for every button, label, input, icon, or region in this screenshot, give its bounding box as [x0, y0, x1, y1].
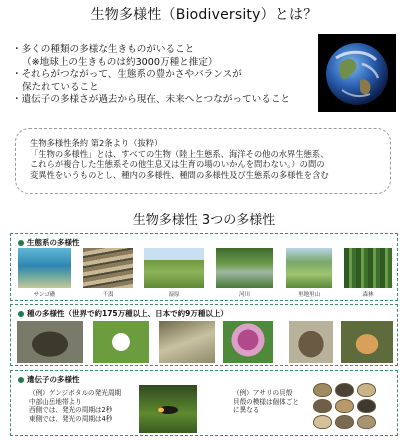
clam-shell [335, 399, 354, 413]
genetic-diversity-panel [10, 370, 398, 436]
clam-line-3: に異なる [233, 406, 260, 415]
firefly-line-1: （例）ゲンジボタルの発光周期 [29, 389, 122, 397]
clam-shell [313, 415, 332, 429]
caption-coral-reef: サンゴ礁 [33, 292, 56, 298]
section-subtitle: 生物多様性 3つの多様性 [132, 213, 276, 228]
firefly-line-4: 東側では、発光の周期は4秒 [29, 414, 113, 423]
convention-heading: 生物多様性条約 第2条より（抜粋） [30, 138, 163, 148]
clam-line-1: （例）アサリの貝殻 [233, 389, 293, 397]
page-title: 生物多様性（Biodiversity）とは？ [90, 7, 318, 23]
clam-line-2: 貝殻の模様は個体ごと [233, 397, 299, 406]
bullet-2-cont: 保たれていること [22, 81, 99, 93]
bullet-1-note: （※地球上の生きものは約3000万種と推定） [22, 56, 218, 68]
bullet-dot-icon [18, 240, 24, 246]
genetic-label [18, 374, 80, 385]
bullet-dot-icon [18, 377, 24, 383]
firefly-line-3: 西側では、発光の周期は2秒 [29, 406, 113, 415]
flower-photo [93, 321, 149, 363]
caption-satoyama: 里地里山 [297, 292, 320, 298]
satoyama-photo [286, 248, 332, 288]
firefly-example [29, 389, 121, 423]
clam-example [233, 389, 299, 415]
bullet-2: ・それらがつながって、生態系の豊かさやバランスが [12, 69, 242, 80]
river-photo [216, 248, 273, 288]
convention-line-3: 変異性をいうものとし、種内の多様性、種間の多様性及び生態系の多様性を含む [30, 169, 329, 180]
firefly-photo [139, 385, 197, 433]
tidal-flat-photo [83, 248, 133, 288]
firefly-icon [139, 385, 197, 433]
orchid-photo [223, 321, 273, 363]
ecosystem-label-text: 生態系の多様性 [27, 238, 80, 247]
firefly-line-2: 中部山岳地帯より [29, 397, 82, 406]
clam-shell [357, 415, 376, 429]
clam-shell [313, 383, 332, 397]
lizard-photo [159, 321, 215, 363]
clam-shell [357, 383, 376, 397]
bullet-1: ・多くの種類の多様な生きものがいること [12, 44, 195, 55]
caption-wetland: 湿原 [168, 292, 180, 298]
convention-line-2: これらが複合した生態系その他生息又は生育の場のいかんを問わない。）の間の [30, 159, 325, 170]
clam-shell [313, 399, 332, 413]
caption-forest: 森林 [362, 292, 374, 298]
turtle-photo [17, 321, 83, 363]
caption-tidal-flat: 干潟 [102, 292, 114, 298]
forest-photo [344, 248, 392, 288]
clam-shell [335, 415, 354, 429]
definition-bullets [12, 44, 332, 107]
clam-shell [357, 399, 376, 413]
bullet-dot-icon [18, 311, 24, 317]
ecosystem-diversity-panel [10, 233, 398, 301]
genetic-label-text: 遺伝子の多様性 [27, 375, 80, 384]
earth-globe-icon [318, 34, 396, 112]
species-label [18, 308, 228, 319]
clam-shell [335, 383, 354, 397]
wildcat-photo [341, 321, 393, 363]
caption-river: 河川 [238, 292, 250, 298]
owl-photo [289, 321, 333, 363]
convention-line-1: 「生物の多様性」とは、すべての生物（陸上生態系、海洋その他の水界生態系、 [30, 148, 329, 159]
species-label-text: 種の多様性（世界で約175万種以上、日本で約9万種以上） [27, 309, 228, 318]
coral-reef-photo [18, 248, 71, 288]
earth-image [318, 34, 396, 112]
species-diversity-panel [10, 304, 398, 366]
wetland-photo [144, 248, 204, 288]
convention-quote-box [15, 128, 391, 194]
bullet-3: ・遺伝子の多様さが過去から現在、未来へとつながっていること [12, 94, 291, 105]
ecosystem-label [18, 237, 80, 248]
